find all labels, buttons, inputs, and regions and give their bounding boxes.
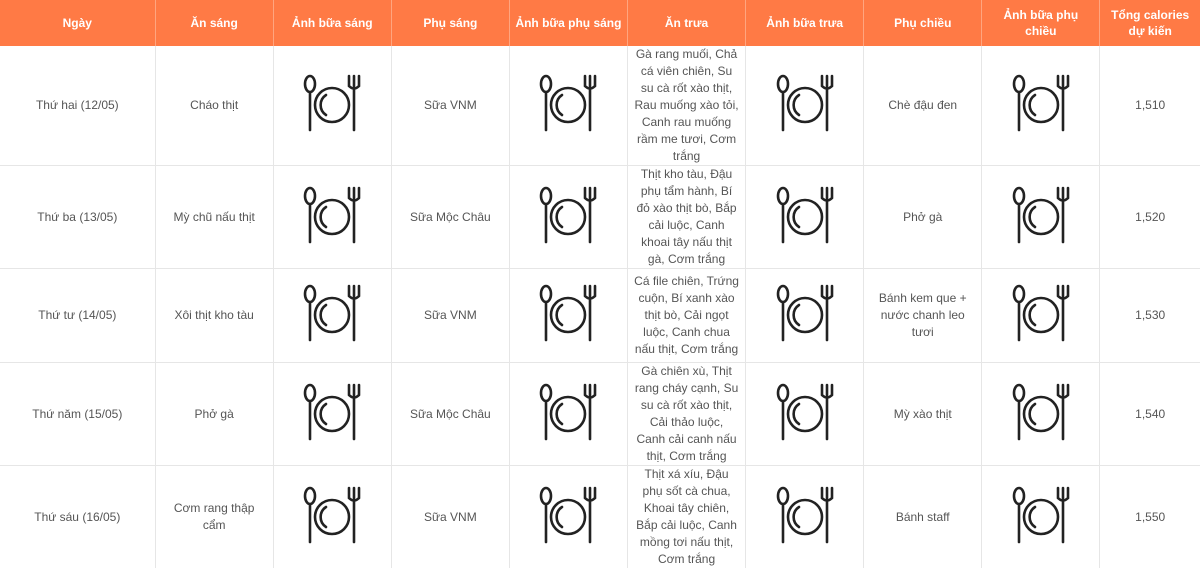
- plate-cutlery-icon: [538, 484, 598, 546]
- header-day: Ngày: [0, 0, 155, 46]
- plate-cutlery-icon: [775, 282, 835, 344]
- morning-snack-image-cell: [509, 166, 627, 269]
- plate-cutlery-icon: [1011, 381, 1071, 443]
- morning-snack-cell: Sữa Mộc Châu: [391, 166, 509, 269]
- header-morning-snack-image: Ảnh bữa phụ sáng: [509, 0, 627, 46]
- afternoon-snack-cell: Bánh kem que + nước chanh leo tươi: [864, 269, 982, 363]
- plate-cutlery-icon: [1011, 184, 1071, 246]
- table-row: [0, 466, 1200, 568]
- plate-cutlery-icon: [775, 484, 835, 546]
- table-row: [0, 269, 1200, 363]
- lunch-image-cell: [746, 166, 864, 269]
- lunch-cell: Gà rang muối, Chả cá viên chiên, Su su cà rốt xào thịt, Rau muống xào tỏi, Canh rau muống rầm me tươi, Cơm trắng: [628, 46, 746, 166]
- breakfast-cell: Phở gà: [155, 363, 273, 466]
- breakfast-image-cell: [273, 269, 391, 363]
- breakfast-image-cell: [273, 46, 391, 166]
- afternoon-snack-image-cell: [982, 269, 1100, 363]
- calories-cell: 1,510: [1100, 46, 1200, 166]
- morning-snack-cell: Sữa Mộc Châu: [391, 363, 509, 466]
- morning-snack-image-cell: [509, 269, 627, 363]
- plate-cutlery-icon: [1011, 484, 1071, 546]
- header-lunch-image: Ảnh bữa trưa: [746, 0, 864, 46]
- morning-snack-cell: Sữa VNM: [391, 46, 509, 166]
- afternoon-snack-image-cell: [982, 363, 1100, 466]
- plate-cutlery-icon: [1011, 282, 1071, 344]
- calories-cell: 1,520: [1100, 166, 1200, 269]
- plate-cutlery-icon: [302, 381, 362, 443]
- plate-cutlery-icon: [775, 72, 835, 134]
- plate-cutlery-icon: [302, 72, 362, 134]
- calories-cell: 1,540: [1100, 363, 1200, 466]
- breakfast-cell: Cháo thịt: [155, 46, 273, 166]
- plate-cutlery-icon: [302, 484, 362, 546]
- lunch-cell: Cá file chiên, Trứng cuộn, Bí xanh xào thịt bò, Cải ngọt luộc, Canh chua nấu thịt, Cơm trắng: [628, 269, 746, 363]
- morning-snack-image-cell: [509, 46, 627, 166]
- day-cell: Thứ hai (12/05): [0, 46, 155, 166]
- plate-cutlery-icon: [538, 72, 598, 134]
- plate-cutlery-icon: [302, 184, 362, 246]
- morning-snack-image-cell: [509, 363, 627, 466]
- plate-cutlery-icon: [538, 282, 598, 344]
- plate-cutlery-icon: [1011, 72, 1071, 134]
- header-morning-snack: Phụ sáng: [391, 0, 509, 46]
- plate-cutlery-icon: [302, 282, 362, 344]
- afternoon-snack-image-cell: [982, 466, 1100, 568]
- header-lunch: Ăn trưa: [628, 0, 746, 46]
- afternoon-snack-cell: Bánh staff: [864, 466, 982, 568]
- lunch-cell: Thịt kho tàu, Đậu phụ tẩm hành, Bí đỏ xào thịt bò, Bắp cải luộc, Canh khoai tây nấu thịt gà, Cơm trắng: [628, 166, 746, 269]
- morning-snack-image-cell: [509, 466, 627, 568]
- plate-cutlery-icon: [775, 184, 835, 246]
- lunch-image-cell: [746, 466, 864, 568]
- calories-cell: 1,550: [1100, 466, 1200, 568]
- table-row: [0, 363, 1200, 466]
- breakfast-cell: Mỳ chũ nấu thịt: [155, 166, 273, 269]
- lunch-cell: Gà chiên xù, Thịt rang cháy cạnh, Su su cà rốt xào thịt, Cải thảo luộc, Canh cải canh nấu thịt, Cơm trắng: [628, 363, 746, 466]
- breakfast-image-cell: [273, 466, 391, 568]
- header-afternoon-snack-image: Ảnh bữa phụ chiều: [982, 0, 1100, 46]
- lunch-image-cell: [746, 269, 864, 363]
- afternoon-snack-cell: Mỳ xào thịt: [864, 363, 982, 466]
- afternoon-snack-cell: Chè đậu đen: [864, 46, 982, 166]
- table-row: [0, 166, 1200, 269]
- header-breakfast: Ăn sáng: [155, 0, 273, 46]
- day-cell: Thứ tư (14/05): [0, 269, 155, 363]
- table-row: [0, 46, 1200, 166]
- morning-snack-cell: Sữa VNM: [391, 269, 509, 363]
- morning-snack-cell: Sữa VNM: [391, 466, 509, 568]
- lunch-cell: Thịt xá xíu, Đậu phụ sốt cà chua, Khoai tây chiên, Bắp cải luộc, Canh mồng tơi nấu thịt, Cơm trắng: [628, 466, 746, 568]
- header-row: [0, 0, 1200, 46]
- header-calories: Tổng calories dự kiến: [1100, 0, 1200, 46]
- header-afternoon-snack: Phụ chiều: [864, 0, 982, 46]
- day-cell: Thứ ba (13/05): [0, 166, 155, 269]
- plate-cutlery-icon: [538, 184, 598, 246]
- breakfast-image-cell: [273, 363, 391, 466]
- afternoon-snack-image-cell: [982, 166, 1100, 269]
- table-header: [0, 0, 1200, 46]
- day-cell: Thứ năm (15/05): [0, 363, 155, 466]
- header-breakfast-image: Ảnh bữa sáng: [273, 0, 391, 46]
- plate-cutlery-icon: [775, 381, 835, 443]
- plate-cutlery-icon: [538, 381, 598, 443]
- calories-cell: 1,530: [1100, 269, 1200, 363]
- breakfast-image-cell: [273, 166, 391, 269]
- breakfast-cell: Xôi thịt kho tàu: [155, 269, 273, 363]
- lunch-image-cell: [746, 363, 864, 466]
- lunch-image-cell: [746, 46, 864, 166]
- breakfast-cell: Cơm rang thập cẩm: [155, 466, 273, 568]
- day-cell: Thứ sáu (16/05): [0, 466, 155, 568]
- afternoon-snack-cell: Phở gà: [864, 166, 982, 269]
- afternoon-snack-image-cell: [982, 46, 1100, 166]
- table-body: [0, 46, 1200, 568]
